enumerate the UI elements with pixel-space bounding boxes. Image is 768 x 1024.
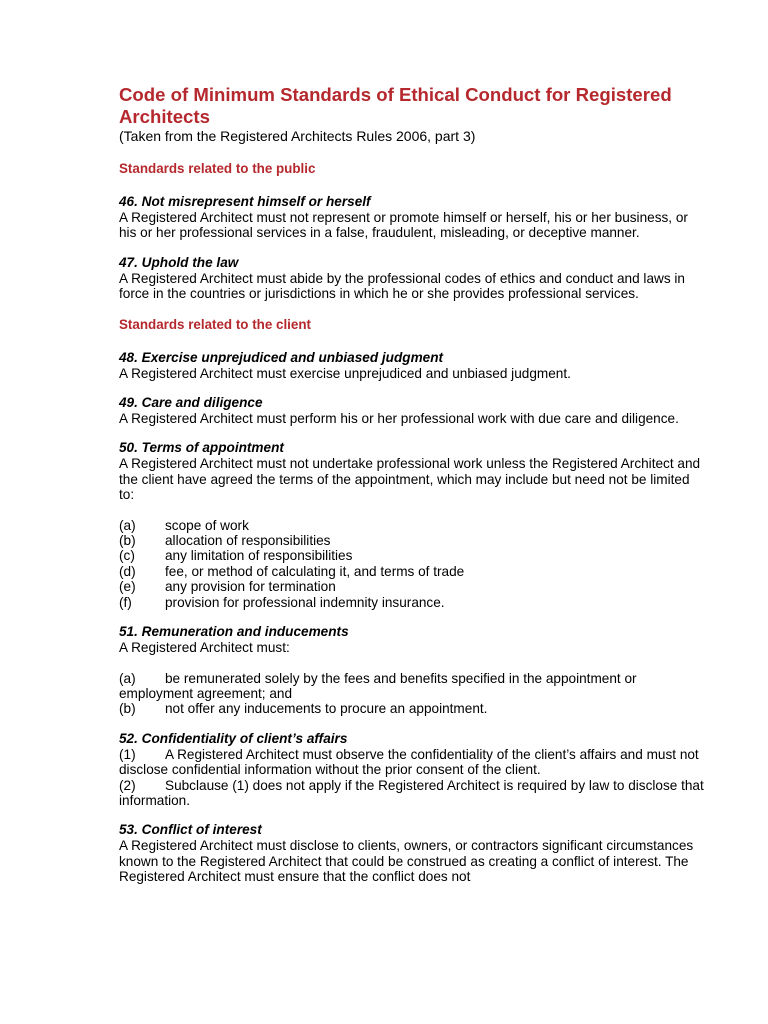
list-text: Subclause (1) does not apply if the Registered Architect is required by law to disclose that information. [119, 777, 704, 808]
list-item [119, 747, 708, 778]
list-marker: (a) [119, 670, 136, 686]
clause-49 [119, 395, 708, 426]
clause-heading: 53. Conflict of interest [119, 822, 262, 838]
clause-heading: 51. Remuneration and inducements [119, 624, 349, 640]
list-marker: (d) [119, 563, 136, 579]
clause-heading: 50. Terms of appointment [119, 440, 284, 456]
list-text: fee, or method of calculating it, and terms of trade [165, 563, 465, 579]
list-text: any provision for termination [165, 579, 336, 595]
clause-51 [119, 624, 708, 717]
list-text: scope of work [165, 517, 249, 533]
section-heading-public: Standards related to the public [119, 161, 316, 176]
list-marker: (b) [119, 701, 136, 717]
clause-47 [119, 255, 708, 302]
clause-heading: 48. Exercise unprejudiced and unbiased judgment [119, 349, 444, 365]
list-marker: (e) [119, 579, 136, 595]
remuneration-list [119, 671, 708, 717]
clause-heading: 46. Not misrepresent himself or herself [119, 194, 371, 209]
list-item [119, 564, 708, 579]
list-item [119, 778, 708, 809]
list-marker: (1) [119, 746, 136, 762]
list-text: be remunerated solely by the fees and benefits specified in the appointment or employment agreement; and [119, 670, 637, 701]
clause-heading: 47. Uphold the law [119, 254, 239, 270]
list-item [119, 548, 708, 563]
list-item [119, 595, 708, 610]
clause-body: A Registered Architect must perform his or her professional work with due care and diligence. [119, 411, 679, 427]
clause-body: A Registered Architect must not represent or promote himself or herself, his or her business, or his or her professional services in a false, fraudulent, misleading, or deceptive manner. [119, 210, 688, 241]
clause-body: A Registered Architect must exercise unprejudiced and unbiased judgment. [119, 365, 571, 381]
list-item [119, 518, 708, 533]
clause-heading: 49. Care and diligence [119, 395, 263, 411]
list-item [119, 701, 708, 716]
confidentiality-list [119, 747, 708, 809]
clause-body: A Registered Architect must abide by the professional codes of ethics and conduct and laws in force in the countries or jurisdictions in which he or she provides professional services. [119, 270, 685, 302]
list-text: any limitation of responsibilities [165, 548, 353, 564]
list-text: provision for professional indemnity insurance. [165, 594, 445, 610]
list-marker: (2) [119, 777, 136, 793]
list-item [119, 533, 708, 548]
list-item [119, 671, 708, 702]
clause-body: A Registered Architect must: [119, 640, 290, 656]
clause-body: A Registered Architect must disclose to clients, owners, or contractors significant circumstances known to the Registered Architect that could be construed as creating a conflict of interest. The Registered Architect must ensure that the conflict does not [119, 838, 694, 885]
list-marker: (c) [119, 548, 135, 564]
document-title: Code of Minimum Standards of Ethical Conduct for Registered Architects [119, 84, 672, 127]
list-text: A Registered Architect must observe the confidentiality of the client’s affairs and must not disclose confidential information without the prior consent of the client. [119, 746, 699, 778]
list-marker: (f) [119, 594, 132, 610]
clause-46 [119, 194, 708, 241]
clause-heading: 52. Confidentiality of client’s affairs [119, 730, 348, 746]
list-item [119, 579, 708, 594]
clause-body: A Registered Architect must not undertake professional work unless the Registered Architect and the client have agreed the terms of the appointment, which may include but need not be limited to: [119, 456, 701, 503]
clause-48 [119, 350, 708, 381]
clause-52 [119, 731, 708, 809]
list-marker: (a) [119, 517, 136, 533]
clause-53 [119, 822, 708, 884]
list-marker: (b) [119, 533, 136, 549]
appointment-terms-list [119, 518, 708, 610]
document-subtitle: (Taken from the Registered Architects Rules 2006, part 3) [119, 128, 476, 144]
list-text: allocation of responsibilities [165, 533, 331, 549]
clause-50 [119, 440, 708, 610]
section-heading-client: Standards related to the client [119, 316, 311, 332]
list-text: not offer any inducements to procure an appointment. [165, 701, 488, 717]
